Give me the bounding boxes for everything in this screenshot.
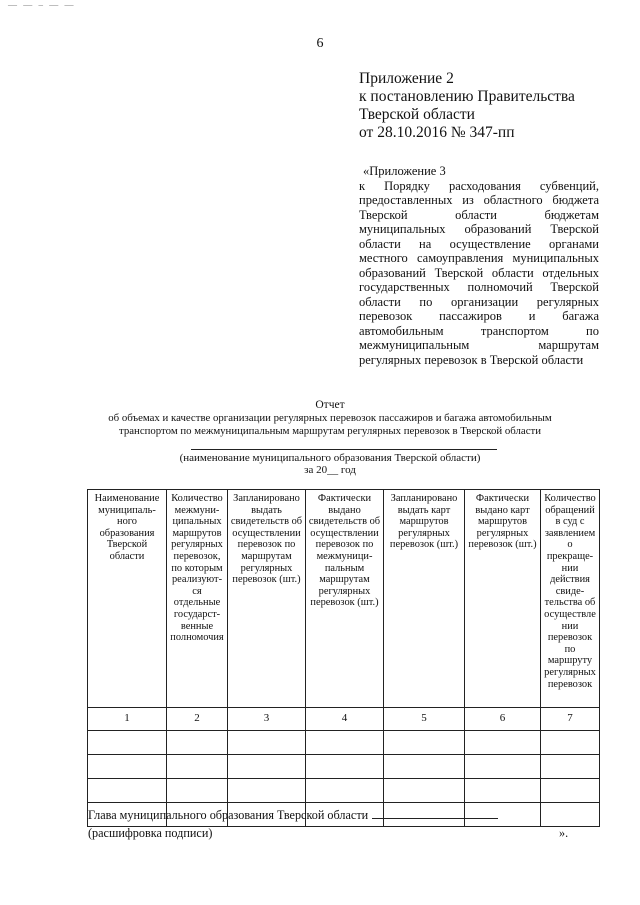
empty-cell <box>167 755 228 779</box>
header-cell-issued-certificates: Фактически выдано свидетельств об осуществлении перевозок по межмуници-пальным маршрутам регулярных перевозок (шт.) <box>306 490 384 708</box>
empty-cell <box>541 731 600 755</box>
report-title: Отчет <box>315 399 345 411</box>
signature-label: Глава муниципального образования Тверской области <box>88 808 369 822</box>
header-cell-municipality: Наименование муниципаль-ного образования Тверской области <box>88 490 167 708</box>
appendix-header <box>359 70 575 142</box>
empty-cell <box>465 779 541 803</box>
empty-cell <box>306 731 384 755</box>
empty-cell <box>541 779 600 803</box>
appendix3-line: межмуниципальным маршрутам <box>359 338 599 352</box>
appendix3-line: перевозок пассажиров и багажа <box>359 309 599 323</box>
empty-cell <box>228 779 306 803</box>
empty-cell <box>541 803 600 827</box>
page-number: 6 <box>316 36 324 51</box>
report-subtitle-line2: транспортом по межмуниципальным маршрутам регулярных перевозок в Тверской области <box>119 425 541 437</box>
appendix3-block <box>359 164 599 367</box>
closing-quote: ». <box>559 826 569 840</box>
header-cell-routes-count: Количество межмуни-ципальных маршрутов регулярных перевозок, по которым реализуют-ся отдельные государст-венные полномочия <box>167 490 228 708</box>
appendix3-title: «Приложение 3 <box>363 164 446 178</box>
appendix3-line: образований Тверской области отдельных <box>359 265 599 280</box>
empty-cell <box>228 731 306 755</box>
appendix3-line: государственных полномочий Тверской <box>359 280 599 294</box>
appendix3-line: Тверской области бюджетам <box>359 207 599 222</box>
appendix3-line: автомобильным транспортом по <box>359 323 599 338</box>
appendix3-line: муниципальных образований Тверской <box>359 222 599 236</box>
report-subtitle-line1: об объемах и качестве организации регулярных перевозок пассажиров и багажа автомобильным <box>108 412 552 424</box>
column-number: 1 <box>88 708 167 731</box>
empty-cell <box>465 731 541 755</box>
header-cell-planned-route-cards: Запланировано выдать карт маршрутов регулярных перевозок (шт.) <box>384 490 465 708</box>
empty-cell <box>167 731 228 755</box>
header-cell-planned-certificates: Запланировано выдать свидетельств об осуществлении перевозок по маршрутам регулярных перевозок (шт.) <box>228 490 306 708</box>
empty-cell <box>88 755 167 779</box>
empty-cell <box>228 755 306 779</box>
table-row <box>88 755 600 779</box>
scan-header-marks: — — – — — <box>8 0 76 10</box>
report-heading <box>40 399 620 438</box>
empty-cell <box>88 779 167 803</box>
report-period: за 20__ год <box>304 464 356 476</box>
appendix3-line: предоставленных из областного бюджета <box>359 193 599 207</box>
signature-decoding: (расшифровка подписи) <box>88 826 213 840</box>
table-column-numbers-row <box>88 708 600 731</box>
column-number: 5 <box>384 708 465 731</box>
column-number: 4 <box>306 708 384 731</box>
appendix3-line: местного самоуправления муниципальных <box>359 251 599 265</box>
column-number: 6 <box>465 708 541 731</box>
signature-blank <box>372 808 498 819</box>
appendix3-line: области по организации регулярных <box>359 294 599 309</box>
column-number: 2 <box>167 708 228 731</box>
appendix-title: Приложение 2 <box>359 70 454 87</box>
header-cell-court-appeals: Количество обращений в суд с заявлением о прекраще-нии действия свиде-тельства об осуществле нии перевозок по маршруту регулярных перевозок <box>541 490 600 708</box>
empty-cell <box>465 755 541 779</box>
table-row <box>88 731 600 755</box>
empty-cell <box>306 755 384 779</box>
appendix-decree-ref: к постановлению Правительства <box>359 88 575 105</box>
municipality-fill-line <box>191 449 497 450</box>
appendix-region: Тверской области <box>359 106 475 123</box>
appendix3-line: регулярных перевозок в Тверской области <box>359 352 584 367</box>
signature-line <box>88 808 498 823</box>
empty-cell <box>384 731 465 755</box>
column-number: 3 <box>228 708 306 731</box>
table-row <box>88 779 600 803</box>
empty-cell <box>167 779 228 803</box>
empty-cell <box>541 755 600 779</box>
appendix3-line: к Порядку расходования субвенций, <box>359 178 599 193</box>
appendix3-line: области на осуществление органами <box>359 236 599 251</box>
municipality-caption: (наименование муниципального образования Тверской области) <box>179 452 481 464</box>
table-header-row <box>88 490 600 708</box>
empty-cell <box>384 779 465 803</box>
empty-cell <box>384 755 465 779</box>
empty-cell <box>306 779 384 803</box>
appendix-date-number: от 28.10.2016 № 347-пп <box>359 124 515 141</box>
report-table <box>87 489 600 827</box>
column-number: 7 <box>541 708 600 731</box>
header-cell-issued-route-cards: Фактически выдано карт маршрутов регулярных перевозок (шт.) <box>465 490 541 708</box>
empty-cell <box>88 731 167 755</box>
